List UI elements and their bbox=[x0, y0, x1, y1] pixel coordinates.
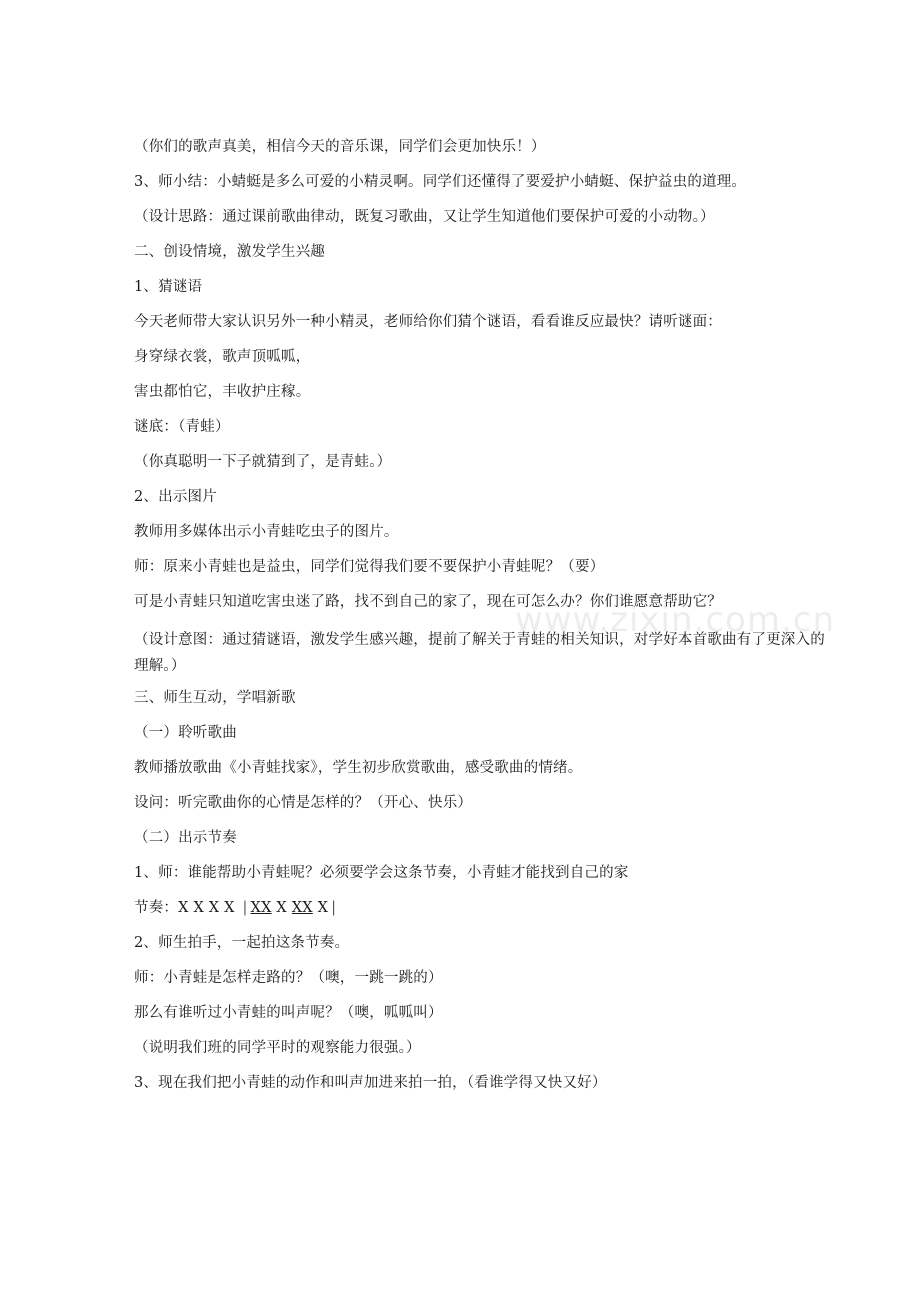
paragraph: 教师用多媒体出示小青蛙吃虫子的图片。 bbox=[134, 524, 399, 540]
paragraph: 1、师：谁能帮助小青蛙呢？必须要学会这条节奏，小青蛙才能找到自己的家 bbox=[134, 865, 629, 881]
rhythm-quarter-notes: X X X X bbox=[178, 900, 235, 916]
bar-line: | bbox=[331, 900, 337, 916]
bar-line: | bbox=[242, 900, 248, 916]
paragraph: （你真聪明一下子就猜到了，是青蛙。） bbox=[134, 454, 392, 470]
rhythm-quarter-note: X bbox=[317, 900, 329, 916]
paragraph: （设计思路：通过课前歌曲律动，既复习歌曲，又让学生知道他们要保护可爱的小动物。） bbox=[134, 209, 715, 225]
rhythm-eighth-pair: XX bbox=[250, 900, 272, 916]
section-heading: 二、创设情境，激发学生兴趣 bbox=[134, 244, 326, 260]
paragraph: 师：原来小青蛙也是益虫，同学们觉得我们要不要保护小青蛙呢？（要） bbox=[134, 559, 605, 575]
rhythm-label: 节奏： bbox=[134, 900, 179, 916]
subheading: （二）出示节奏 bbox=[134, 830, 237, 846]
design-note: （设计意图：通过猜谜语，激发学生感兴趣，提前了解关于青蛙的相关知识，对学好本首歌曲有了更深入的理解。） bbox=[134, 632, 825, 674]
paragraph: 教师播放歌曲《小青蛙找家》，学生初步欣赏歌曲，感受歌曲的情绪。 bbox=[134, 760, 583, 776]
document-body bbox=[134, 137, 834, 1108]
rhythm-line bbox=[134, 898, 834, 918]
paragraph: 3、师小结：小蜻蜓是多么可爱的小精灵啊。同学们还懂得了要爱护小蜻蜓、保护益虫的道理。 bbox=[134, 174, 747, 190]
paragraph: 今天老师带大家认识另外一种小精灵，老师给你们猜个谜语，看看谁反应最快？请听谜面： bbox=[134, 314, 722, 330]
paragraph: 师：小青蛙是怎样走路的？（噢，一跳一跳的） bbox=[134, 970, 443, 986]
riddle-line: 身穿绿衣裳，歌声顶呱呱， bbox=[134, 349, 311, 365]
paragraph: （说明我们班的同学平时的观察能力很强。） bbox=[134, 1040, 421, 1056]
subheading: 1、猜谜语 bbox=[134, 279, 203, 295]
paragraph: 可是小青蛙只知道吃害虫迷了路，找不到自己的家了，现在可怎么办？你们谁愿意帮助它？ bbox=[134, 594, 722, 610]
subheading: （一）聆听歌曲 bbox=[134, 725, 237, 741]
subheading: 2、出示图片 bbox=[134, 489, 217, 505]
section-heading: 三、师生互动，学唱新歌 bbox=[134, 690, 296, 706]
rhythm-eighth-pair: XX bbox=[291, 900, 313, 916]
paragraph: 2、师生拍手，一起拍这条节奏。 bbox=[134, 935, 350, 951]
riddle-answer: 谜底：（青蛙） bbox=[134, 419, 230, 435]
riddle-line: 害虫都怕它，丰收护庄稼。 bbox=[134, 384, 311, 400]
paragraph: （你们的歌声真美，相信今天的音乐课，同学们会更加快乐！） bbox=[134, 139, 546, 155]
paragraph: 设问：听完歌曲你的心情是怎样的？（开心、快乐） bbox=[134, 795, 473, 811]
paragraph: 那么有谁听过小青蛙的叫声呢？（噢，呱呱叫） bbox=[134, 1005, 443, 1021]
watermark: www.zixin.com.cn bbox=[515, 600, 835, 640]
paragraph: 3、现在我们把小青蛙的动作和叫声加进来拍一拍，（看谁学得又快又好） bbox=[134, 1075, 607, 1091]
rhythm-quarter-note: X bbox=[276, 900, 287, 916]
